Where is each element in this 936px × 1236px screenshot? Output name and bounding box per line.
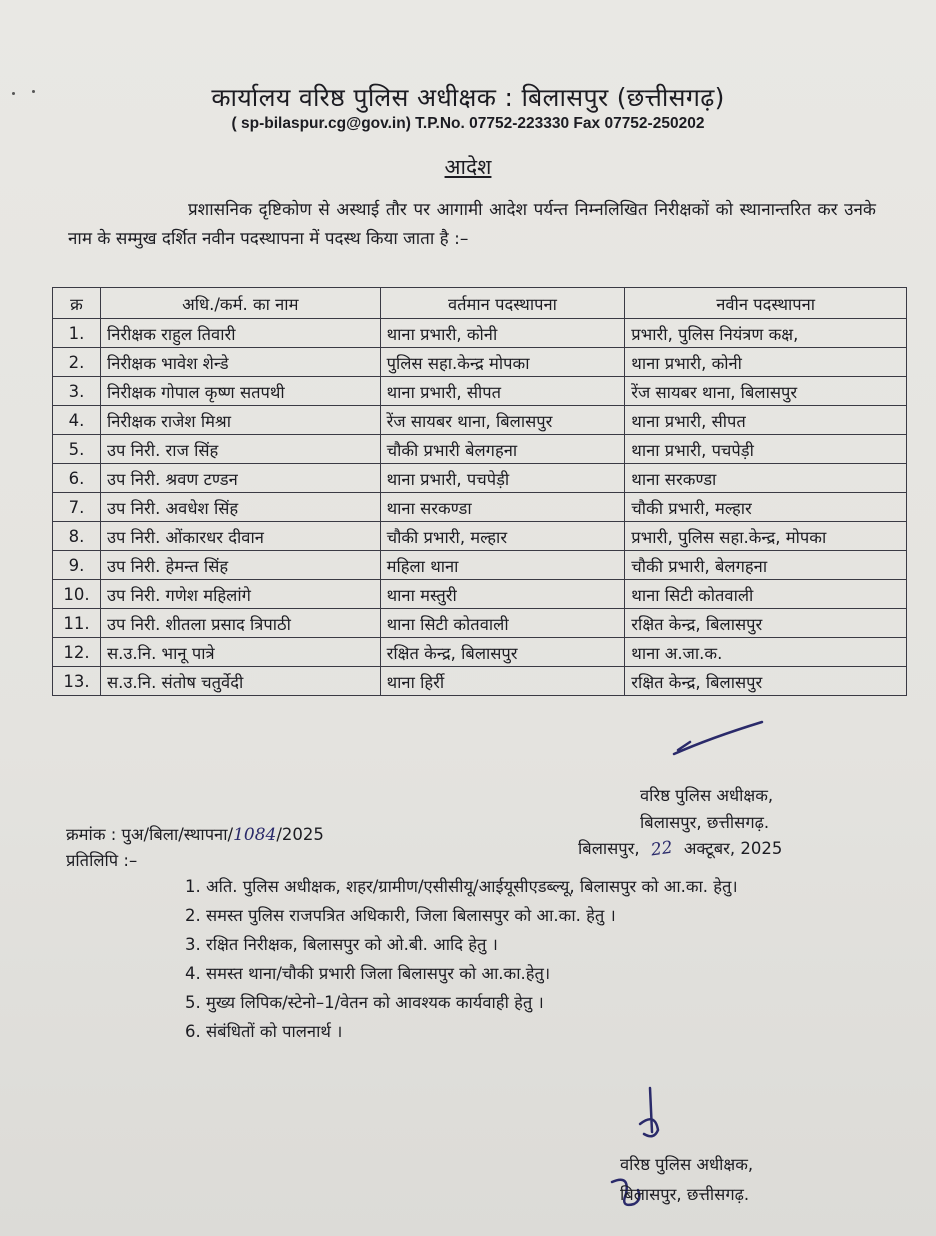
cell-officer-name: उप निरी. शीतला प्रसाद त्रिपाठी [100, 609, 380, 638]
copy-to-list [185, 872, 865, 1046]
date-month-year: अक्टूबर, 2025 [683, 839, 783, 858]
cell-officer-name: उप निरी. राज सिंह [100, 435, 380, 464]
cell-current-posting: चौकी प्रभारी, मल्हार [380, 522, 625, 551]
cell-current-posting: महिला थाना [380, 551, 625, 580]
order-date [578, 836, 782, 859]
cell-officer-name: स.उ.नि. भानू पात्रे [100, 638, 380, 667]
table-row [53, 493, 907, 522]
office-title: कार्यालय वरिष्ठ पुलिस अधीक्षक : बिलासपुर (छत्तीसगढ़) [211, 83, 725, 112]
signatory-block-1 [640, 782, 773, 836]
date-place: बिलासपुर, [578, 839, 640, 858]
cell-serial: 5. [53, 435, 101, 464]
copy-to-item: 4. समस्त थाना/चौकी प्रभारी जिला बिलासपुर को आ.का.हेतु। [185, 964, 551, 983]
cell-new-posting: थाना सरकण्डा [625, 464, 907, 493]
cell-new-posting: रेंज सायबर थाना, बिलासपुर [625, 377, 907, 406]
cell-new-posting: चौकी प्रभारी, बेलगहना [625, 551, 907, 580]
table-header-row [53, 288, 907, 319]
cell-officer-name: निरीक्षक राहुल तिवारी [100, 319, 380, 348]
table-row [53, 464, 907, 493]
cell-officer-name: निरीक्षक राजेश मिश्रा [100, 406, 380, 435]
column-header-new-posting: नवीन पदस्थापना [625, 288, 907, 319]
cell-officer-name: उप निरी. अवधेश सिंह [100, 493, 380, 522]
copy-to-item: 1. अति. पुलिस अधीक्षक, शहर/ग्रामीण/एसीसीयू/आईयूसीएडब्ल्यू, बिलासपुर को आ.का. हेतु। [185, 877, 738, 896]
column-header-current-posting: वर्तमान पदस्थापना [380, 288, 625, 319]
cell-current-posting: थाना सिटी कोतवाली [380, 609, 625, 638]
reference-prefix: क्रमांक : पुअ/बिला/स्थापना/ [66, 825, 234, 844]
cell-serial: 10. [53, 580, 101, 609]
cell-current-posting: थाना प्रभारी, कोनी [380, 319, 625, 348]
table-row [53, 348, 907, 377]
cell-current-posting: थाना मस्तुरी [380, 580, 625, 609]
signatory-designation: वरिष्ठ पुलिस अधीक्षक, [640, 786, 774, 805]
cell-current-posting: रक्षित केन्द्र, बिलासपुर [380, 638, 625, 667]
table-row [53, 406, 907, 435]
cell-officer-name: उप निरी. ओंकारधर दीवान [100, 522, 380, 551]
cell-serial: 11. [53, 609, 101, 638]
copy-to-item: 3. रक्षित निरीक्षक, बिलासपुर को ओ.बी. आदि हेतु । [185, 935, 498, 954]
cell-current-posting: पुलिस सहा.केन्द्र मोपका [380, 348, 625, 377]
date-handwritten-day: 22 [649, 837, 674, 861]
cell-new-posting: थाना प्रभारी, सीपत [625, 406, 907, 435]
table-row [53, 522, 907, 551]
cell-serial: 12. [53, 638, 101, 667]
transfer-table [52, 287, 907, 696]
cell-current-posting: थाना सरकण्डा [380, 493, 625, 522]
signatory-block-2 [620, 1150, 753, 1210]
signatory-designation: वरिष्ठ पुलिस अधीक्षक, [620, 1155, 754, 1174]
cell-officer-name: उप निरी. गणेश महिलांगे [100, 580, 380, 609]
cell-new-posting: थाना प्रभारी, कोनी [625, 348, 907, 377]
table-row [53, 319, 907, 348]
reference-handwritten-number: 1084 [233, 825, 277, 845]
cell-new-posting: थाना सिटी कोतवाली [625, 580, 907, 609]
reference-suffix: /2025 [276, 825, 324, 844]
cell-serial: 4. [53, 406, 101, 435]
cell-current-posting: थाना हिर्री [380, 667, 625, 696]
signature-1 [670, 712, 770, 762]
table-row [53, 435, 907, 464]
table-row [53, 580, 907, 609]
cell-serial: 13. [53, 667, 101, 696]
table-row [53, 551, 907, 580]
cell-officer-name: उप निरी. हेमन्त सिंह [100, 551, 380, 580]
cell-officer-name: निरीक्षक भावेश शेन्डे [100, 348, 380, 377]
copy-to-item: 5. मुख्य लिपिक/स्टेनो–1/वेतन को आवश्यक कार्यवाही हेतु । [185, 993, 544, 1012]
reference-number [66, 822, 324, 845]
copy-to-item: 2. समस्त पुलिस राजपत्रित अधिकारी, जिला बिलासपुर को आ.का. हेतु । [185, 906, 616, 925]
copy-to-label: प्रतिलिपि :– [66, 851, 138, 870]
cell-new-posting: रक्षित केन्द्र, बिलासपुर [625, 667, 907, 696]
cell-current-posting: रेंज सायबर थाना, बिलासपुर [380, 406, 625, 435]
cell-serial: 8. [53, 522, 101, 551]
cell-new-posting: थाना अ.जा.क. [625, 638, 907, 667]
cell-serial: 3. [53, 377, 101, 406]
table-row [53, 638, 907, 667]
cell-serial: 9. [53, 551, 101, 580]
cell-officer-name: निरीक्षक गोपाल कृष्ण सतपथी [100, 377, 380, 406]
cell-new-posting: थाना प्रभारी, पचपेड़ी [625, 435, 907, 464]
order-intro: प्रशासनिक दृष्टिकोण से अस्थाई तौर पर आगामी आदेश पर्यन्त निम्नलिखित निरीक्षकों को स्थानान्तरित कर उनके नाम के सम्मुख दर्शित नवीन पदस्थापना में पदस्थ किया जाता है :– [68, 200, 876, 249]
order-heading: आदेश [444, 155, 492, 179]
table-row [53, 377, 907, 406]
cell-current-posting: थाना प्रभारी, पचपेड़ी [380, 464, 625, 493]
cell-current-posting: थाना प्रभारी, सीपत [380, 377, 625, 406]
cell-officer-name: उप निरी. श्रवण टण्डन [100, 464, 380, 493]
column-header-serial: क्र [53, 288, 101, 319]
table-row [53, 609, 907, 638]
office-contact: ( sp-bilaspur.cg@gov.in) T.P.No. 07752-223330 Fax 07752-250202 [231, 115, 705, 132]
signatory-place: बिलासपुर, छत्तीसगढ़. [640, 813, 770, 832]
cell-serial: 6. [53, 464, 101, 493]
cell-officer-name: स.उ.नि. संतोष चतुर्वेदी [100, 667, 380, 696]
table-row [53, 667, 907, 696]
signatory-place: बिलासपुर, छत्तीसगढ़. [620, 1185, 750, 1204]
cell-serial: 7. [53, 493, 101, 522]
copy-to-item: 6. संबंधितों को पालनार्थ । [185, 1022, 343, 1041]
cell-new-posting: प्रभारी, पुलिस नियंत्रण कक्ष, [625, 319, 907, 348]
cell-new-posting: प्रभारी, पुलिस सहा.केन्द्र, मोपका [625, 522, 907, 551]
cell-current-posting: चौकी प्रभारी बेलगहना [380, 435, 625, 464]
cell-new-posting: रक्षित केन्द्र, बिलासपुर [625, 609, 907, 638]
column-header-name: अधि./कर्म. का नाम [100, 288, 380, 319]
cell-serial: 1. [53, 319, 101, 348]
cell-serial: 2. [53, 348, 101, 377]
cell-new-posting: चौकी प्रभारी, मल्हार [625, 493, 907, 522]
